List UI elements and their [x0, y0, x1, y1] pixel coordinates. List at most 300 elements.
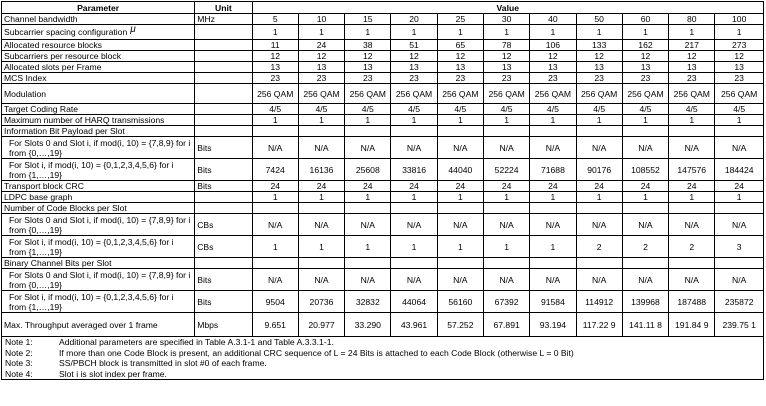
parameter-label: Maximum number of HARQ transmissions — [4, 115, 165, 125]
value-cell: 1 — [483, 25, 529, 40]
value-cell: 256 QAM — [715, 84, 764, 104]
value-cell: N/A — [530, 269, 576, 291]
note-label: Note 2: — [2, 348, 57, 359]
value-cell: N/A — [530, 137, 576, 159]
value-cell: 2 — [576, 236, 622, 258]
parameter-label: Number of Code Blocks per Slot — [4, 203, 127, 213]
value-cell: 23 — [622, 73, 668, 84]
value-cell: N/A — [298, 214, 344, 236]
value-cell: 256 QAM — [437, 84, 483, 104]
value-cell: N/A — [669, 137, 715, 159]
value-cell: 1 — [391, 25, 437, 40]
value-cell: 100 — [715, 14, 764, 25]
value-cell: 256 QAM — [530, 84, 576, 104]
table-row — [2, 115, 764, 126]
value-cell: 11 — [252, 40, 298, 51]
table-row — [2, 258, 764, 269]
value-cell: 12 — [483, 51, 529, 62]
value-cell: N/A — [576, 269, 622, 291]
value-cell: 12 — [391, 51, 437, 62]
value-cell: 4/5 — [483, 104, 529, 115]
value-cell: N/A — [576, 137, 622, 159]
value-cell — [252, 203, 298, 214]
value-cell: 12 — [576, 51, 622, 62]
value-cell: 13 — [391, 62, 437, 73]
value-cell: 93.194 — [530, 313, 576, 337]
value-cell: N/A — [298, 137, 344, 159]
parameter-label: For Slots 0 and Slot i, if mod(i, 10) = {7,8,9} for i from {0,…,19} — [9, 269, 191, 290]
parameter-cell — [2, 159, 195, 181]
value-cell: 3 — [715, 236, 764, 258]
unit-cell — [195, 40, 252, 51]
value-cell: 67.891 — [483, 313, 529, 337]
value-cell: N/A — [391, 137, 437, 159]
value-cell: 4/5 — [715, 104, 764, 115]
parameter-cell — [2, 269, 195, 291]
value-cell: N/A — [622, 214, 668, 236]
value-cell — [298, 203, 344, 214]
table-row — [2, 73, 764, 84]
value-cell: 256 QAM — [483, 84, 529, 104]
parameter-cell — [2, 25, 195, 40]
value-cell: 23 — [298, 73, 344, 84]
value-cell: 10 — [298, 14, 344, 25]
value-cell: 2 — [669, 236, 715, 258]
value-cell: 16136 — [298, 159, 344, 181]
unit-cell — [195, 126, 252, 137]
parameter-cell — [2, 236, 195, 258]
value-cell: 23 — [669, 73, 715, 84]
value-cell — [437, 126, 483, 137]
value-cell — [483, 126, 529, 137]
value-cell: N/A — [437, 269, 483, 291]
value-cell: 1 — [530, 192, 576, 203]
parameter-label: Allocated slots per Frame — [4, 62, 102, 72]
note-row — [2, 348, 764, 359]
value-cell — [576, 203, 622, 214]
table-row — [2, 236, 764, 258]
value-cell: 1 — [715, 115, 764, 126]
value-cell: 273 — [715, 40, 764, 51]
unit-cell: Bits — [195, 291, 252, 313]
value-cell: 141.11 8 — [622, 313, 668, 337]
value-cell: 24 — [622, 181, 668, 192]
value-cell: 1 — [391, 115, 437, 126]
parameter-label: Modulation — [4, 88, 47, 99]
unit-cell — [195, 73, 252, 84]
value-cell: N/A — [345, 269, 391, 291]
value-cell — [483, 203, 529, 214]
value-cell: 1 — [483, 236, 529, 258]
value-cell: 1 — [345, 192, 391, 203]
value-cell: 239.75 1 — [715, 313, 764, 337]
value-cell: 1 — [252, 236, 298, 258]
value-cell: 162 — [622, 40, 668, 51]
value-cell: 12 — [530, 51, 576, 62]
parameter-label: Subcarrier spacing configuration — [4, 26, 128, 37]
value-cell — [391, 258, 437, 269]
value-cell: 44040 — [437, 159, 483, 181]
value-cell: 24 — [437, 181, 483, 192]
value-cell: 1 — [298, 192, 344, 203]
unit-cell: Bits — [195, 159, 252, 181]
parameter-cell — [2, 203, 195, 214]
value-cell: 117.22 9 — [576, 313, 622, 337]
parameter-cell — [2, 181, 195, 192]
value-cell: N/A — [437, 214, 483, 236]
value-cell — [576, 126, 622, 137]
value-cell: 71688 — [530, 159, 576, 181]
parameter-cell — [2, 258, 195, 269]
parameter-label: Max. Throughput averaged over 1 frame — [4, 319, 158, 330]
value-cell: 256 QAM — [345, 84, 391, 104]
header-parameter: Parameter — [2, 2, 195, 14]
parameter-label: For Slot i, if mod(i, 10) = {0,1,2,3,4,5,6} for i from {1,…,19} — [9, 159, 174, 180]
value-cell: 184424 — [715, 159, 764, 181]
mu-symbol: μ — [130, 24, 136, 35]
value-cell: 90176 — [576, 159, 622, 181]
value-cell: 56160 — [437, 291, 483, 313]
table-row — [2, 159, 764, 181]
value-cell: N/A — [715, 137, 764, 159]
parameter-label: For Slot i, if mod(i, 10) = {0,1,2,3,4,5,6} for i from {1,…,19} — [9, 236, 174, 257]
value-cell: N/A — [715, 269, 764, 291]
value-cell: 25608 — [345, 159, 391, 181]
value-cell: 12 — [715, 51, 764, 62]
value-cell: 57.252 — [437, 313, 483, 337]
value-cell: 1 — [483, 192, 529, 203]
value-cell: 1 — [715, 192, 764, 203]
value-cell: 30 — [483, 14, 529, 25]
value-cell: 13 — [622, 62, 668, 73]
value-cell: 1 — [437, 25, 483, 40]
parameter-label: For Slots 0 and Slot i, if mod(i, 10) = {7,8,9} for i from {0,…,19} — [9, 214, 191, 235]
unit-cell — [195, 84, 252, 104]
value-cell: 23 — [345, 73, 391, 84]
value-cell: 23 — [391, 73, 437, 84]
value-cell — [530, 126, 576, 137]
value-cell: 1 — [715, 25, 764, 40]
unit-cell — [195, 192, 252, 203]
table-row — [2, 126, 764, 137]
value-cell: 13 — [669, 62, 715, 73]
value-cell: 12 — [345, 51, 391, 62]
value-cell — [622, 258, 668, 269]
value-cell — [622, 203, 668, 214]
spec-table-container — [1, 1, 764, 380]
table-row — [2, 14, 764, 25]
table-row — [2, 291, 764, 313]
value-cell: 4/5 — [298, 104, 344, 115]
value-cell: 1 — [622, 25, 668, 40]
note-row — [2, 369, 764, 380]
value-cell: N/A — [483, 269, 529, 291]
value-cell: N/A — [345, 214, 391, 236]
value-cell: 256 QAM — [576, 84, 622, 104]
value-cell: N/A — [252, 137, 298, 159]
note-label: Note 1: — [2, 337, 57, 348]
value-cell — [483, 258, 529, 269]
value-cell: 25 — [437, 14, 483, 25]
value-cell: 12 — [622, 51, 668, 62]
value-cell: 1 — [437, 236, 483, 258]
table-row — [2, 25, 764, 40]
table-body — [2, 14, 764, 337]
value-cell: 20736 — [298, 291, 344, 313]
value-cell: 1 — [391, 236, 437, 258]
value-cell: 9504 — [252, 291, 298, 313]
value-cell: 23 — [576, 73, 622, 84]
value-cell — [669, 258, 715, 269]
value-cell — [345, 126, 391, 137]
value-cell: 256 QAM — [622, 84, 668, 104]
unit-cell — [195, 258, 252, 269]
value-cell: 44064 — [391, 291, 437, 313]
header-row — [2, 2, 764, 14]
value-cell: 1 — [530, 25, 576, 40]
value-cell: 4/5 — [669, 104, 715, 115]
value-cell: 24 — [298, 181, 344, 192]
value-cell: 1 — [530, 115, 576, 126]
value-cell — [622, 126, 668, 137]
value-cell: 24 — [669, 181, 715, 192]
value-cell: 1 — [298, 115, 344, 126]
value-cell: 1 — [345, 115, 391, 126]
value-cell: N/A — [298, 269, 344, 291]
parameter-label: Target Coding Rate — [4, 104, 79, 114]
value-cell: 20.977 — [298, 313, 344, 337]
value-cell: 24 — [345, 181, 391, 192]
value-cell: N/A — [391, 214, 437, 236]
value-cell: 13 — [576, 62, 622, 73]
parameter-cell — [2, 214, 195, 236]
value-cell: 4/5 — [576, 104, 622, 115]
value-cell: 108552 — [622, 159, 668, 181]
value-cell — [345, 203, 391, 214]
unit-cell: Bits — [195, 137, 252, 159]
value-cell: 13 — [715, 62, 764, 73]
value-cell: 67392 — [483, 291, 529, 313]
parameter-label: Information Bit Payload per Slot — [4, 126, 125, 136]
value-cell — [715, 126, 764, 137]
note-label: Note 4: — [2, 369, 57, 380]
value-cell: 1 — [298, 236, 344, 258]
unit-cell — [195, 62, 252, 73]
value-cell: 24 — [391, 181, 437, 192]
table-row — [2, 203, 764, 214]
value-cell: 33.290 — [345, 313, 391, 337]
value-cell: 23 — [483, 73, 529, 84]
value-cell: 1 — [576, 25, 622, 40]
value-cell — [715, 258, 764, 269]
value-cell: 4/5 — [622, 104, 668, 115]
value-cell — [391, 126, 437, 137]
parameter-label: For Slots 0 and Slot i, if mod(i, 10) = {7,8,9} for i from {0,…,19} — [9, 137, 191, 158]
value-cell: 1 — [530, 236, 576, 258]
parameter-label: LDPC base graph — [4, 192, 73, 202]
value-cell: 15 — [345, 14, 391, 25]
parameter-cell — [2, 192, 195, 203]
value-cell: 13 — [483, 62, 529, 73]
value-cell: 4/5 — [252, 104, 298, 115]
value-cell: 50 — [576, 14, 622, 25]
value-cell: 1 — [669, 192, 715, 203]
parameter-cell — [2, 73, 195, 84]
note-row — [2, 358, 764, 369]
value-cell: 4/5 — [530, 104, 576, 115]
parameter-cell — [2, 40, 195, 51]
value-cell: 1 — [252, 115, 298, 126]
notes-table — [1, 337, 764, 380]
value-cell: 43.961 — [391, 313, 437, 337]
value-cell: N/A — [483, 137, 529, 159]
parameter-cell — [2, 126, 195, 137]
value-cell: 235872 — [715, 291, 764, 313]
value-cell: 24 — [530, 181, 576, 192]
value-cell: N/A — [622, 137, 668, 159]
value-cell: 52224 — [483, 159, 529, 181]
value-cell: 23 — [252, 73, 298, 84]
table-row — [2, 313, 764, 337]
value-cell: 32832 — [345, 291, 391, 313]
value-cell — [252, 126, 298, 137]
value-cell: 23 — [530, 73, 576, 84]
value-cell: N/A — [669, 269, 715, 291]
value-cell: 147576 — [669, 159, 715, 181]
value-cell: 191.84 9 — [669, 313, 715, 337]
parameter-label: Subcarriers per resource block — [4, 51, 122, 61]
value-cell: 13 — [437, 62, 483, 73]
unit-cell — [195, 25, 252, 40]
value-cell: 23 — [715, 73, 764, 84]
value-cell: 40 — [530, 14, 576, 25]
parameter-label: For Slot i, if mod(i, 10) = {0,1,2,3,4,5,6} for i from {1,…,19} — [9, 291, 174, 312]
value-cell: N/A — [252, 214, 298, 236]
value-cell: 256 QAM — [391, 84, 437, 104]
value-cell: 38 — [345, 40, 391, 51]
value-cell: 24 — [483, 181, 529, 192]
unit-cell — [195, 115, 252, 126]
value-cell — [669, 126, 715, 137]
value-cell: 1 — [252, 25, 298, 40]
parameter-label: Allocated resource blocks — [4, 40, 102, 50]
value-cell — [576, 258, 622, 269]
value-cell: 13 — [530, 62, 576, 73]
value-cell — [530, 203, 576, 214]
value-cell: 1 — [622, 115, 668, 126]
parameter-cell — [2, 104, 195, 115]
value-cell: 23 — [437, 73, 483, 84]
value-cell: 13 — [345, 62, 391, 73]
value-cell: N/A — [437, 137, 483, 159]
parameter-cell — [2, 14, 195, 25]
value-cell: 24 — [576, 181, 622, 192]
unit-cell: CBs — [195, 214, 252, 236]
table-row — [2, 192, 764, 203]
value-cell: 80 — [669, 14, 715, 25]
value-cell: 9.651 — [252, 313, 298, 337]
value-cell: N/A — [345, 137, 391, 159]
parameter-label: MCS Index — [4, 73, 47, 83]
value-cell: 13 — [298, 62, 344, 73]
value-cell — [530, 258, 576, 269]
note-text: If more than one Code Block is present, an additional CRC sequence of L = 24 Bits is attached to each Code Block (otherwise L = 0 Bit) — [56, 348, 764, 359]
value-cell — [669, 203, 715, 214]
table-row — [2, 104, 764, 115]
parameter-cell — [2, 115, 195, 126]
value-cell: 1 — [437, 115, 483, 126]
parameter-cell — [2, 313, 195, 337]
table-row — [2, 181, 764, 192]
value-cell — [437, 203, 483, 214]
value-cell — [298, 126, 344, 137]
note-text: SS/PBCH block is transmitted in slot #0 of each frame. — [56, 358, 764, 369]
value-cell: 24 — [715, 181, 764, 192]
value-cell: 1 — [622, 192, 668, 203]
value-cell: N/A — [622, 269, 668, 291]
table-row — [2, 137, 764, 159]
value-cell: 106 — [530, 40, 576, 51]
parameter-cell — [2, 51, 195, 62]
value-cell: 60 — [622, 14, 668, 25]
value-cell: 1 — [391, 192, 437, 203]
value-cell: 256 QAM — [298, 84, 344, 104]
value-cell: 4/5 — [391, 104, 437, 115]
header-unit: Unit — [195, 2, 252, 14]
value-cell: 217 — [669, 40, 715, 51]
value-cell — [345, 258, 391, 269]
unit-cell: Mbps — [195, 313, 252, 337]
value-cell: 1 — [669, 115, 715, 126]
table-row — [2, 84, 764, 104]
value-cell: 1 — [669, 25, 715, 40]
parameter-label: Transport block CRC — [4, 181, 84, 191]
value-cell — [391, 203, 437, 214]
parameter-label: Channel bandwidth — [4, 14, 78, 24]
value-cell: 12 — [298, 51, 344, 62]
value-cell: 1 — [483, 115, 529, 126]
value-cell: 91584 — [530, 291, 576, 313]
unit-cell — [195, 51, 252, 62]
unit-cell — [195, 203, 252, 214]
value-cell: 1 — [345, 236, 391, 258]
value-cell: 20 — [391, 14, 437, 25]
header-value: Value — [252, 2, 763, 14]
value-cell: 24 — [252, 181, 298, 192]
value-cell: 1 — [437, 192, 483, 203]
value-cell: 2 — [622, 236, 668, 258]
value-cell: 114912 — [576, 291, 622, 313]
value-cell: 12 — [437, 51, 483, 62]
table-row — [2, 269, 764, 291]
parameter-cell — [2, 84, 195, 104]
parameter-cell — [2, 62, 195, 73]
value-cell: 13 — [252, 62, 298, 73]
value-cell: N/A — [483, 214, 529, 236]
table-row — [2, 62, 764, 73]
value-cell — [437, 258, 483, 269]
value-cell — [252, 258, 298, 269]
note-text: Slot i is slot index per frame. — [56, 369, 764, 380]
value-cell: 4/5 — [345, 104, 391, 115]
value-cell: 139968 — [622, 291, 668, 313]
parameter-label: Binary Channel Bits per Slot — [4, 258, 112, 268]
value-cell: N/A — [252, 269, 298, 291]
value-cell: N/A — [391, 269, 437, 291]
unit-cell: Bits — [195, 269, 252, 291]
value-cell: 78 — [483, 40, 529, 51]
value-cell: 256 QAM — [252, 84, 298, 104]
